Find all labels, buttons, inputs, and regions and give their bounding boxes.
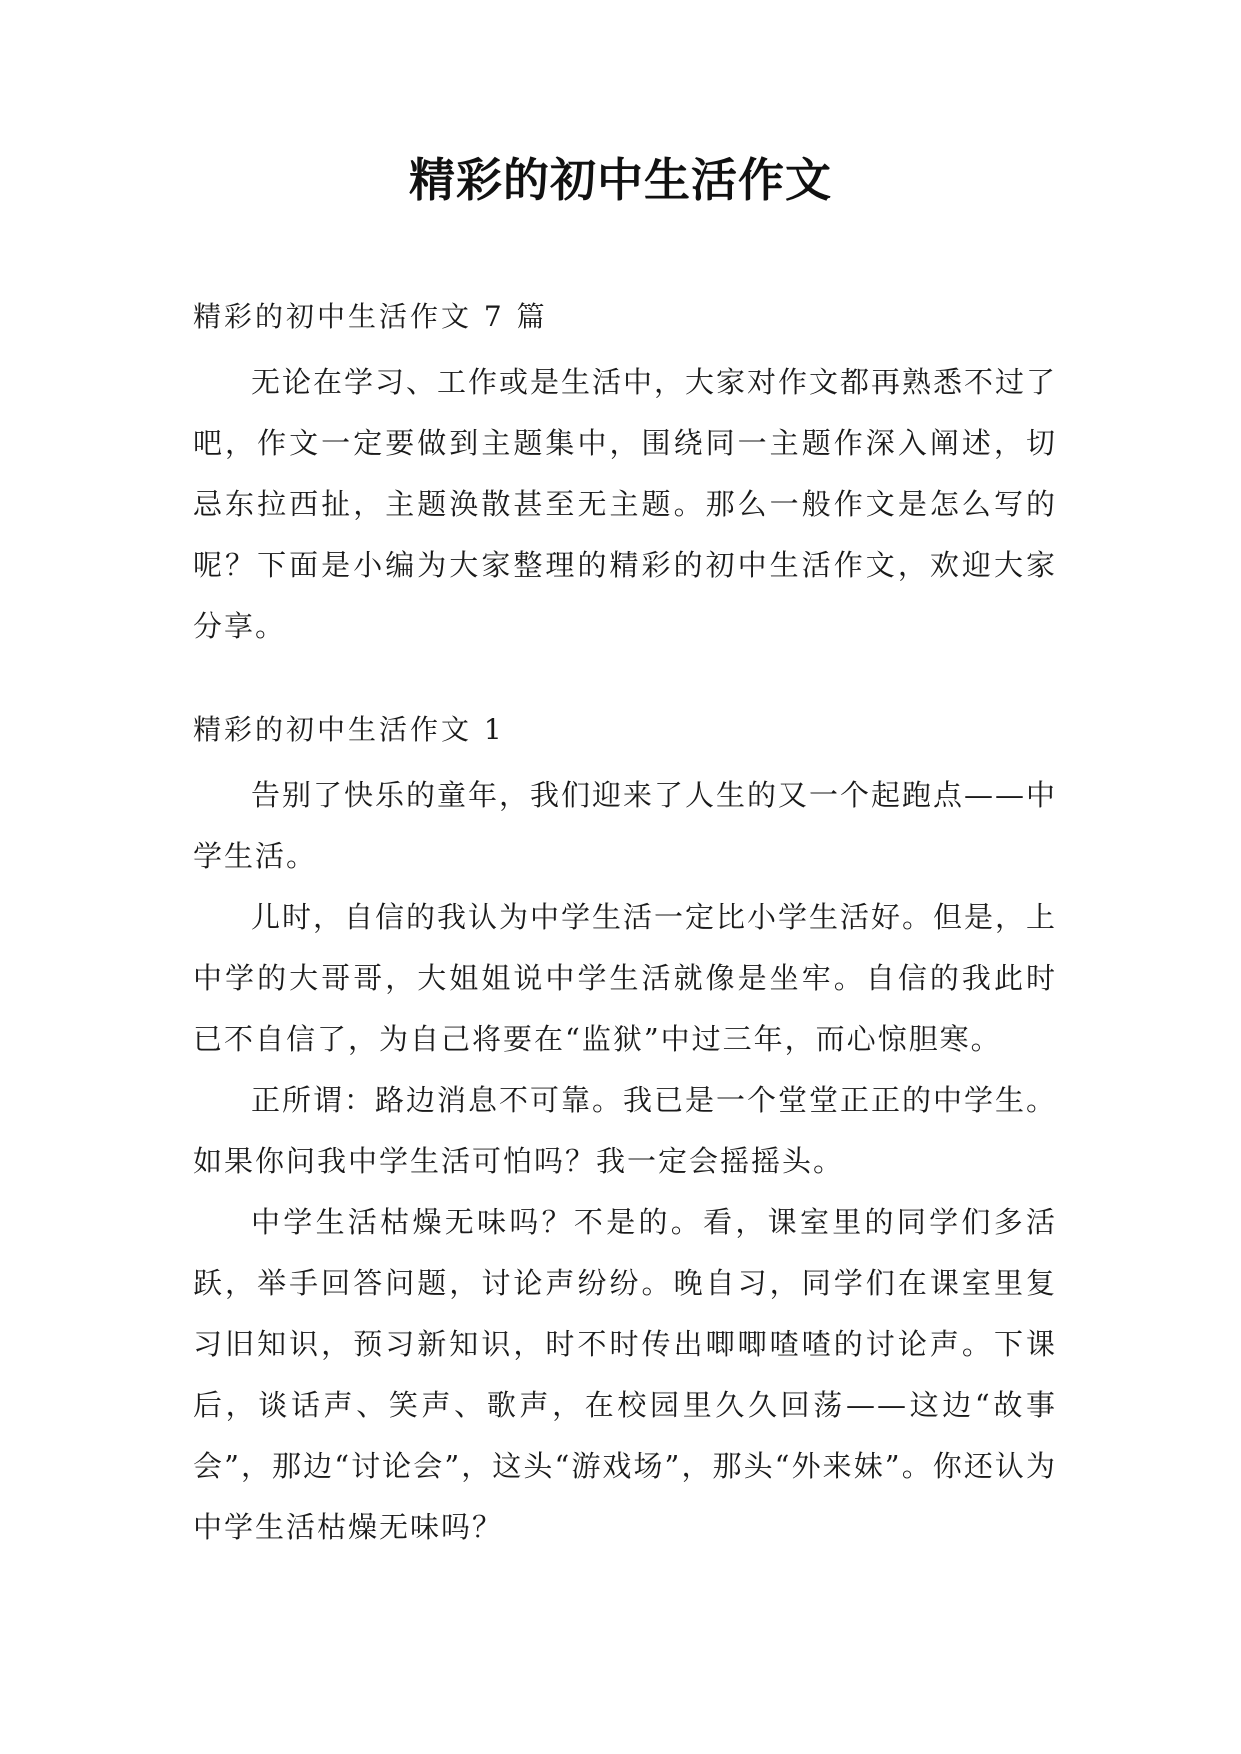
intro-paragraph: 无论在学习、工作或是生活中，大家对作文都再熟悉不过了吧，作文一定要做到主题集中，围绕同一主题作深入阐述，切忌东拉西扯，主题涣散甚至无主题。那么一般作文是怎么写的呢？下面是小编为大家整理的精彩的初中生活作文，欢迎大家分享。 bbox=[193, 365, 1058, 643]
section-1-heading: 精彩的初中生活作文 1 bbox=[193, 713, 505, 746]
document-title: 精彩的初中生活作文 bbox=[409, 153, 832, 207]
section-1-paragraph-3: 正所谓：路边消息不可靠。我已是一个堂堂正正的中学生。如果你问我中学生活可怕吗？我一定会摇摇头。 bbox=[193, 1083, 1058, 1178]
section-1-paragraph-4: 中学生活枯燥无味吗？不是的。看，课室里的同学们多活跃，举手回答问题，讨论声纷纷。晚自习，同学们在课室里复习旧知识，预习新知识，时不时传出唧唧喳喳的讨论声。下课后，谈话声、笑声、歌声，在校园里久久回荡——这边“故事会”，那边“讨论会”，这头“游戏场”，那头“外来妹”。你还认为中学生活枯燥无味吗？ bbox=[193, 1205, 1057, 1544]
section-1-paragraph-2: 儿时，自信的我认为中学生活一定比小学生活好。但是，上中学的大哥哥，大姐姐说中学生活就像是坐牢。自信的我此时已不自信了，为自己将要在“监狱”中过三年，而心惊胆寒。 bbox=[193, 900, 1058, 1056]
document-body bbox=[193, 292, 1057, 1558]
section-1-paragraph-1: 告别了快乐的童年，我们迎来了人生的又一个起跑点——中学生活。 bbox=[193, 778, 1058, 873]
section-spacer bbox=[193, 657, 1057, 705]
intro-heading: 精彩的初中生活作文 7 篇 bbox=[193, 300, 548, 333]
